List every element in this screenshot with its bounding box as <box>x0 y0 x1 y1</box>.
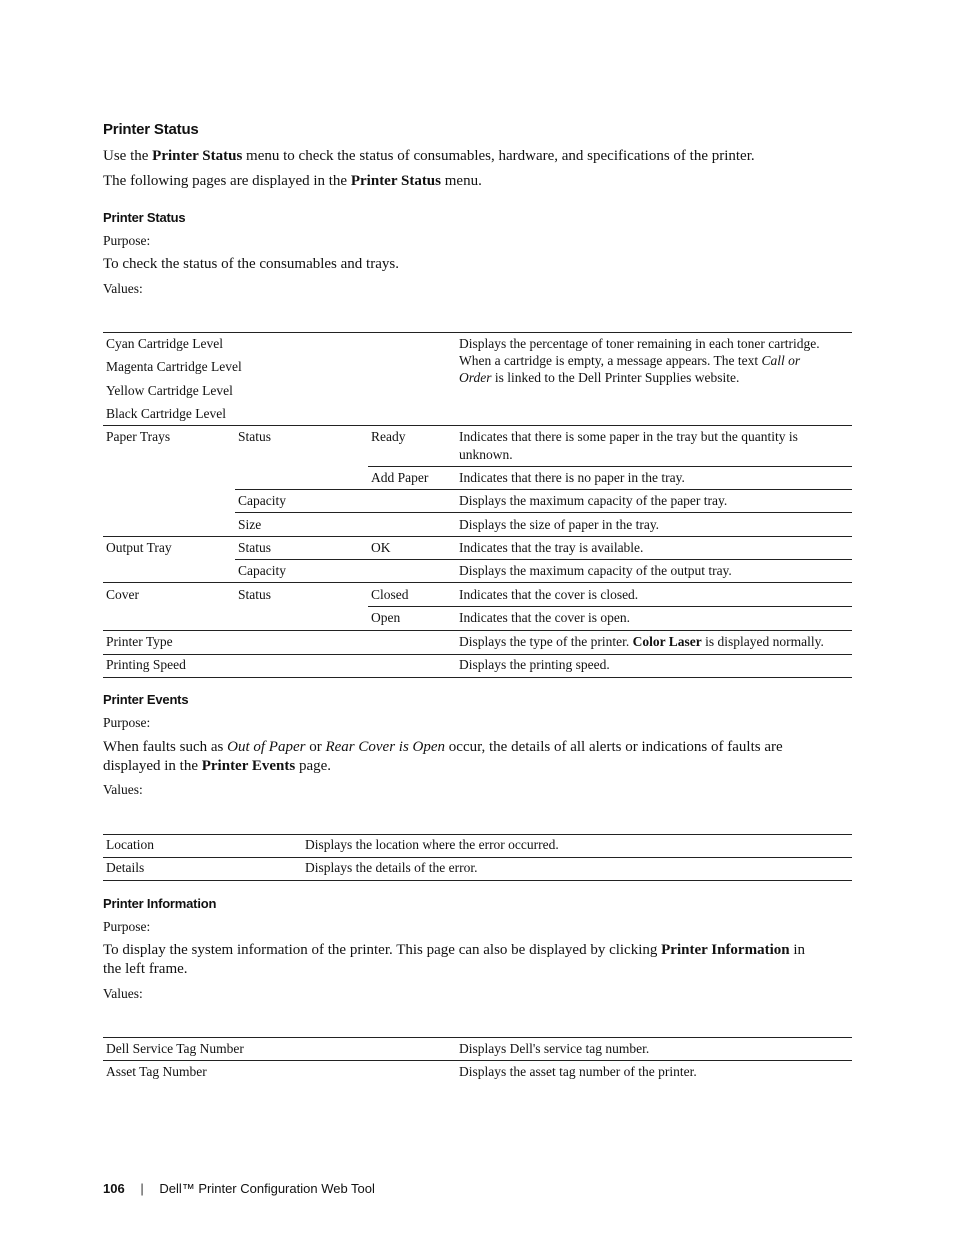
menu-name: Printer Status <box>350 173 441 189</box>
cartridge-desc-1: Displays the percentage of toner remaining in each toner cartridge. <box>459 336 820 351</box>
ready-value: Ready <box>371 429 406 444</box>
table-rule <box>368 606 852 607</box>
table-rule <box>103 332 852 333</box>
purpose-text: page. <box>295 758 332 774</box>
menu-name: Printer Status <box>152 148 243 164</box>
table-rule <box>103 630 852 631</box>
values-label: Values: <box>103 782 143 797</box>
purpose-text: or <box>305 739 326 755</box>
purpose-text: displayed in the <box>103 758 202 774</box>
open-value: Open <box>371 610 401 625</box>
section-title: Printer Status <box>103 121 199 138</box>
purpose-text: occur, the details of all alerts or indications of faults are <box>445 739 783 755</box>
table-rule <box>103 582 852 583</box>
desc-text: is displayed normally. <box>701 634 824 649</box>
table-cell-desc: Displays the asset tag number of the printer. <box>459 1064 697 1079</box>
output-tray-status: Status <box>238 540 272 555</box>
paper-trays-label: Paper Trays <box>106 429 171 444</box>
closed-desc: Indicates that the cover is closed. <box>459 587 639 602</box>
cartridge-label: Magenta Cartridge Level <box>106 359 242 374</box>
desc-text: Displays the type of the printer. <box>459 634 633 649</box>
printer-type-desc <box>459 633 824 650</box>
page-footer <box>103 1181 375 1196</box>
paper-capacity-desc: Displays the maximum capacity of the paper tray. <box>459 493 728 508</box>
output-capacity-desc: Displays the maximum capacity of the output tray. <box>459 563 732 578</box>
paper-capacity-label: Capacity <box>238 493 286 508</box>
fault-name: Rear Cover is Open <box>325 739 446 755</box>
link-name: Printer Information <box>661 942 790 958</box>
cover-label: Cover <box>106 587 139 602</box>
table-cell-desc: Displays the details of the error. <box>305 860 478 875</box>
table-rule <box>103 880 852 881</box>
footer-separator: | <box>140 1181 144 1196</box>
open-desc: Indicates that the cover is open. <box>459 610 630 625</box>
intro-line-2 <box>103 171 482 191</box>
ok-value: OK <box>371 540 391 555</box>
table-rule <box>103 677 852 678</box>
table-rule <box>235 489 852 490</box>
page-number: 106 <box>103 1181 125 1196</box>
table-cell-label: Asset Tag Number <box>106 1064 207 1079</box>
footer-title: Dell™ Printer Configuration Web Tool <box>159 1181 375 1196</box>
cartridge-label: Yellow Cartridge Level <box>106 383 233 398</box>
printer-type-value: Color Laser <box>632 634 702 649</box>
closed-value: Closed <box>371 587 409 602</box>
purpose-text: To display the system information of the printer. This page can also be displayed by clicking <box>103 942 662 958</box>
intro-text: Use the <box>103 148 153 164</box>
table-cell-label: Location <box>106 837 154 852</box>
page-name: Printer Events <box>201 758 296 774</box>
table-rule <box>103 1037 852 1038</box>
intro-text: The following pages are displayed in the <box>103 173 351 189</box>
table-rule <box>103 1060 852 1061</box>
printing-speed-label: Printing Speed <box>106 657 186 672</box>
table-rule <box>235 559 852 560</box>
intro-line-1 <box>103 146 755 166</box>
table-rule <box>103 857 852 858</box>
printer-type-label: Printer Type <box>106 634 173 649</box>
table-cell-desc: Displays Dell's service tag number. <box>459 1041 650 1056</box>
cartridge-label: Cyan Cartridge Level <box>106 336 223 351</box>
table-rule <box>368 466 852 467</box>
intro-text: menu to check the status of consumables, hardware, and specifications of the printer. <box>242 148 755 164</box>
desc-text: When a cartridge is empty, a message appears. The text <box>459 353 762 368</box>
fault-name: Out of Paper <box>227 739 306 755</box>
table-rule <box>103 834 852 835</box>
add-paper-value: Add Paper <box>371 470 429 485</box>
table-rule <box>103 425 852 426</box>
table-cell-label: Dell Service Tag Number <box>106 1041 244 1056</box>
cartridge-desc-3 <box>459 369 739 386</box>
intro-text: menu. <box>441 173 482 189</box>
values-label: Values: <box>103 986 143 1001</box>
table-cell-desc: Displays the location where the error occurred. <box>305 837 559 852</box>
table-rule <box>235 512 852 513</box>
info-purpose-line-2: the left frame. <box>103 961 188 977</box>
link-text: Call or <box>761 353 801 368</box>
purpose-label: Purpose: <box>103 233 151 248</box>
events-purpose-line-2 <box>103 756 331 776</box>
cartridge-label: Black Cartridge Level <box>106 406 226 421</box>
values-label: Values: <box>103 281 143 296</box>
purpose-text: To check the status of the consumables and trays. <box>103 256 399 272</box>
paper-size-label: Size <box>238 517 262 532</box>
purpose-label: Purpose: <box>103 919 151 934</box>
ready-desc: Indicates that there is some paper in the tray but the quantity is <box>459 429 798 444</box>
events-purpose-line-1 <box>103 737 863 757</box>
ok-desc: Indicates that the tray is available. <box>459 540 644 555</box>
purpose-label: Purpose: <box>103 715 151 730</box>
status-subtitle: Printer Status <box>103 210 186 225</box>
cover-status: Status <box>238 587 272 602</box>
output-tray-label: Output Tray <box>106 540 172 555</box>
paper-trays-status: Status <box>238 429 272 444</box>
ready-desc: unknown. <box>459 447 513 462</box>
add-paper-desc: Indicates that there is no paper in the tray. <box>459 470 685 485</box>
events-subtitle: Printer Events <box>103 692 189 707</box>
table-rule <box>103 654 852 655</box>
info-purpose-line-1 <box>103 940 863 960</box>
info-subtitle: Printer Information <box>103 896 217 911</box>
table-cell-label: Details <box>106 860 145 875</box>
link-text: Order <box>459 370 492 385</box>
printing-speed-desc: Displays the printing speed. <box>459 657 610 672</box>
cartridge-desc-2 <box>459 352 800 369</box>
desc-text: is linked to the Dell Printer Supplies website. <box>491 370 740 385</box>
output-capacity-label: Capacity <box>238 563 286 578</box>
purpose-text: in <box>789 942 806 958</box>
purpose-text: When faults such as <box>103 739 228 755</box>
table-rule <box>103 536 852 537</box>
paper-size-desc: Displays the size of paper in the tray. <box>459 517 660 532</box>
